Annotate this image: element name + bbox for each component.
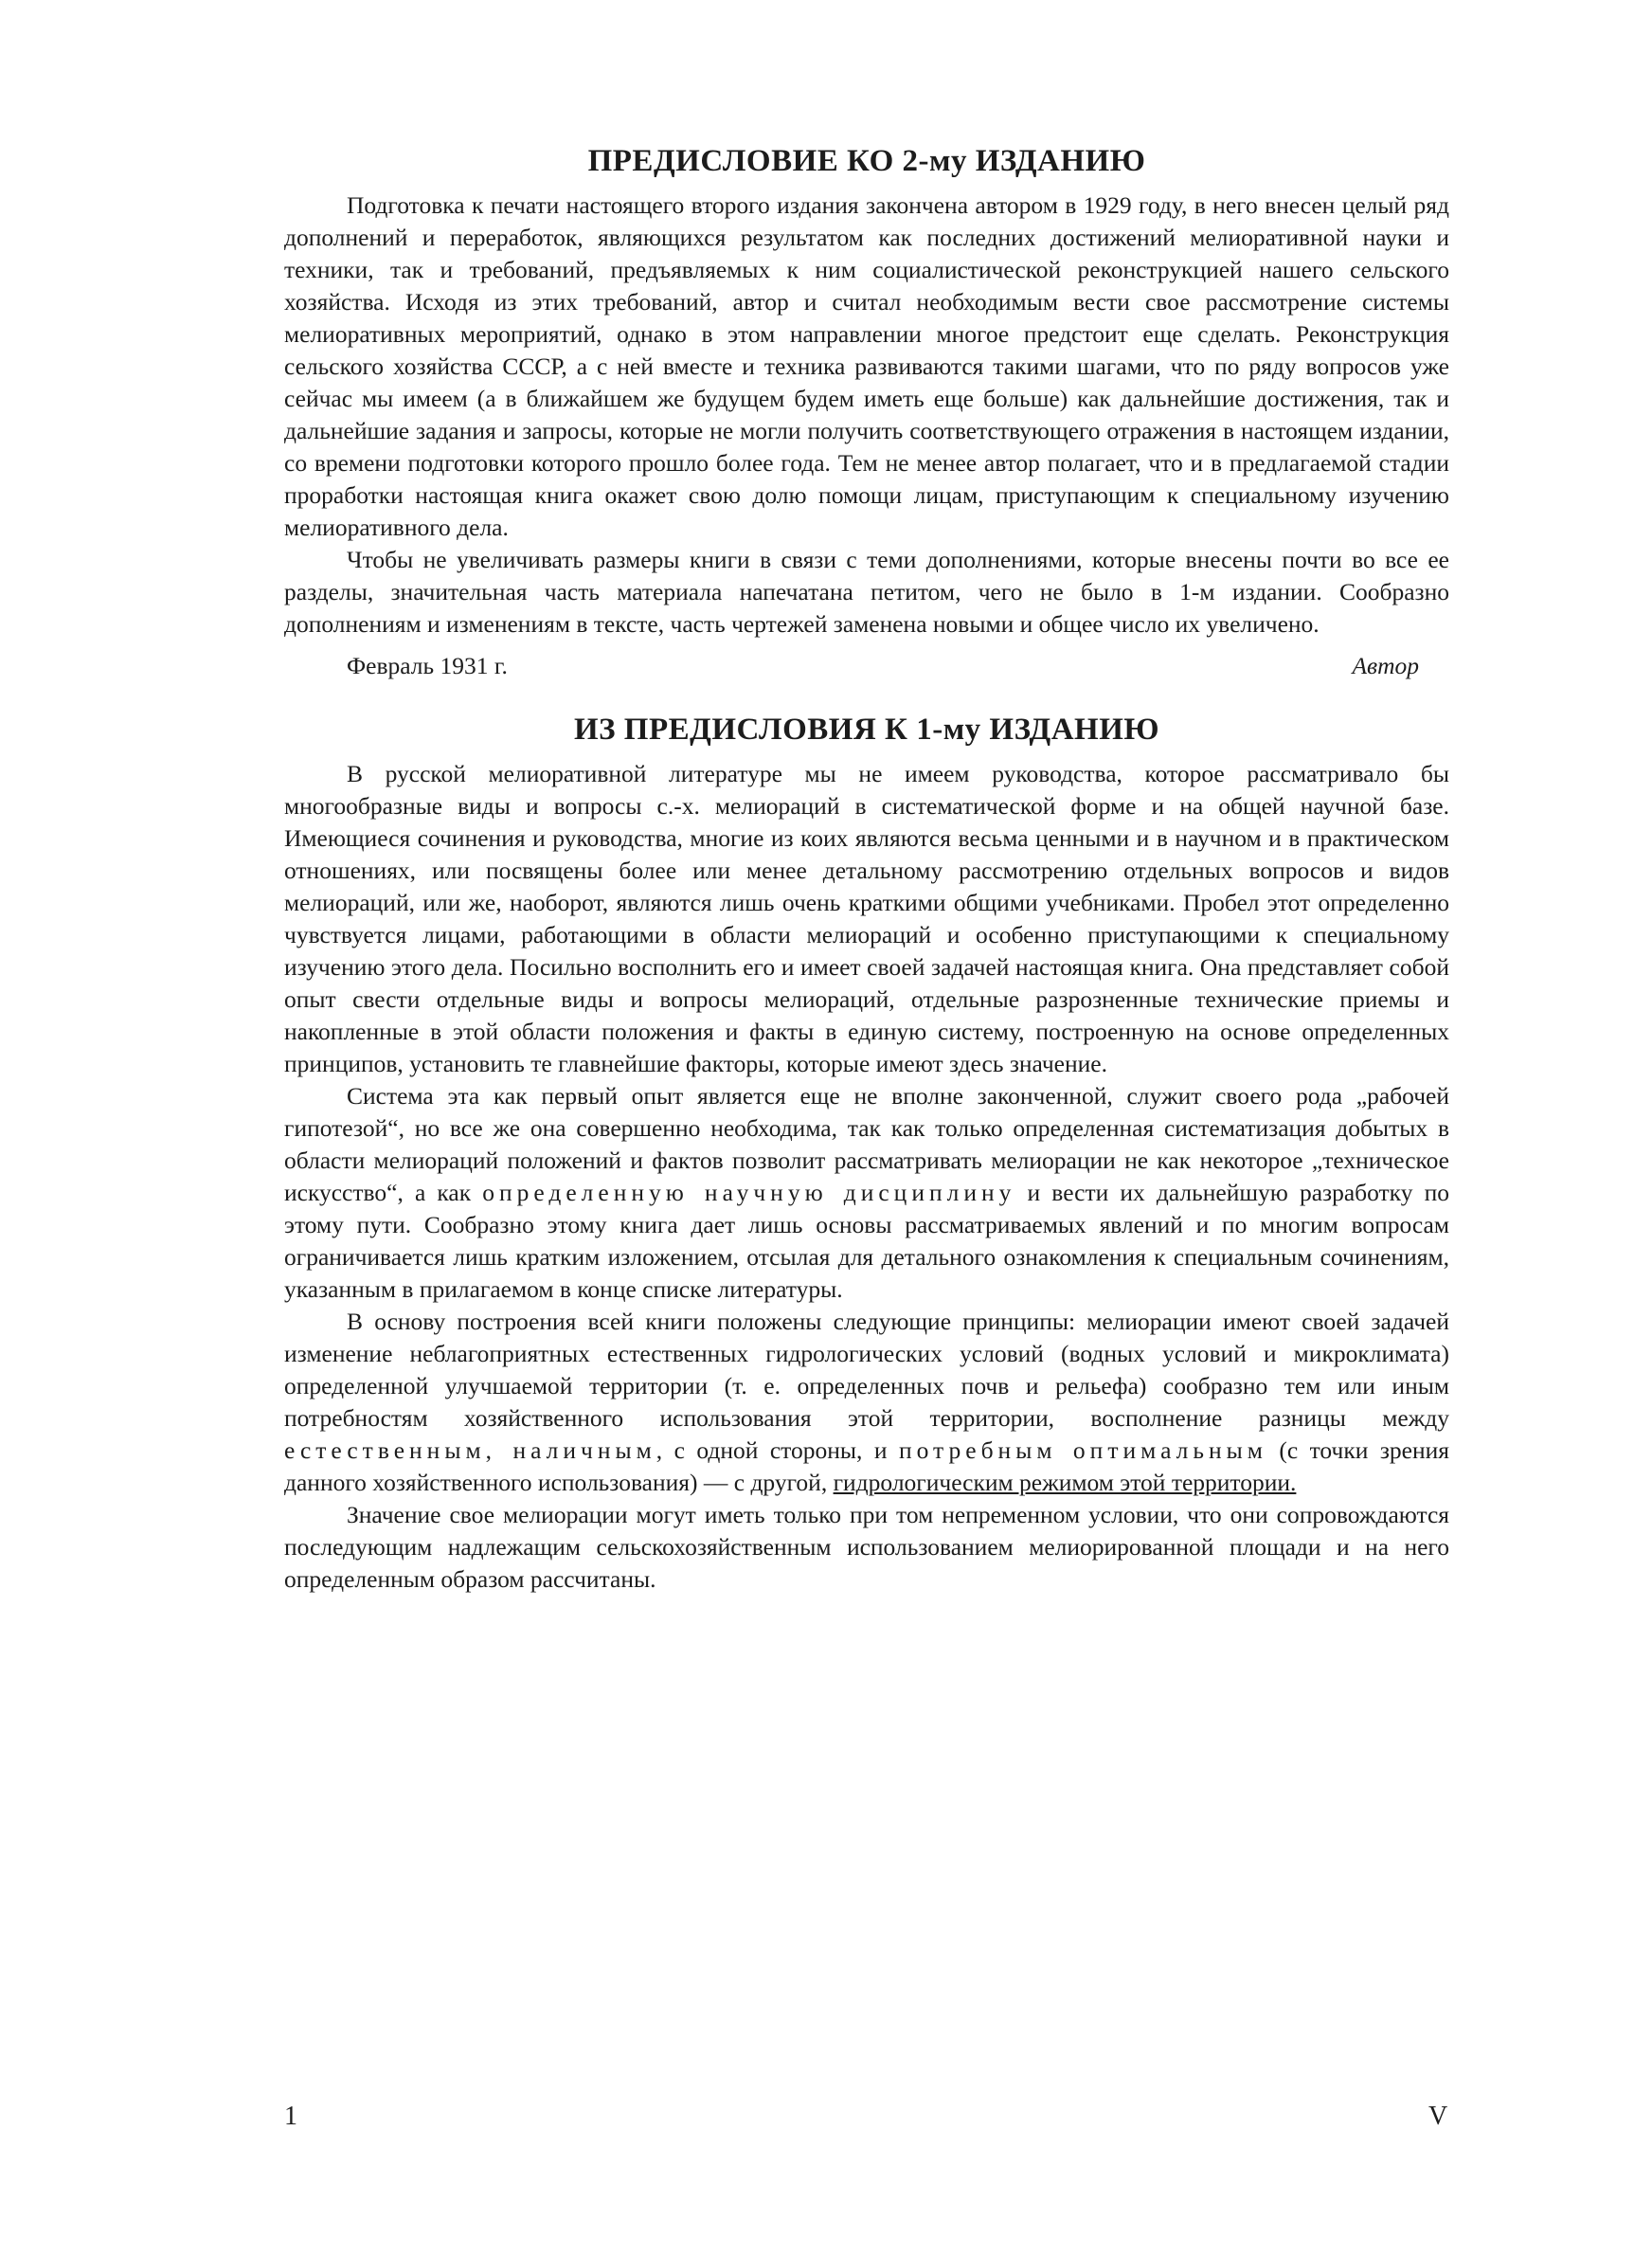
spaced-emphasis: потребным оптимальным — [898, 1436, 1267, 1464]
preface-2nd-paragraph-2: Чтобы не увеличивать размеры книги в связи с теми дополнениями, которые внесены почти во все ее разделы, значительная часть материала напечатана петитом, чего не было в 1-м издании. Сообразно дополнениям и изменениям в тексте, часть чертежей заменена новыми и общее число их увеличено. — [284, 546, 1449, 638]
preface-author: Автор — [1352, 652, 1419, 679]
preface-1st-paragraph-3 — [284, 1306, 1449, 1499]
paragraph-text: (с точки зрения данного хозяйственного использования) — с другой, — [284, 1436, 1450, 1496]
signature-mark: 1 — [284, 2102, 297, 2131]
page-number: V — [1428, 2102, 1448, 2131]
preface-2nd-paragraph-1: Подготовка к печати настоящего второго издания закончена автором в 1929 году, в него внесен целый ряд дополнений и переработок, являющихся результатом как последних достижений мелиоративной науки и техники, так и требований, предъявляемых к ним социалистической реконструкцией нашего сельского хозяйства. Исходя из этих требований, автор и считал необходимым вести свое рассмотрение системы мелиоративных мероприятий, однако в этом направлении многое предстоит еще сделать. Реконструкция сельского хозяйства СССР, а с ней вместе и техника развиваются такими шагами, что по ряду вопросов уже сейчас мы имеем (а в ближайшем же будущем будем иметь еще больше) как дальнейшие достижения, так и дальнейшие задания и запросы, которые не могли получить соответствующего отражения в настоящем издании, со времени подготовки которого прошло более года. Тем не менее автор полагает, что и в предлагаемой стадии проработки настоящая книга окажет свою долю помощи лицам, приступающим к специальному изучению мелиоративного дела. — [284, 191, 1449, 541]
paragraph-text: В основу построения всей книги положены следующие принципы: мелиорации имеют своей задачей изменение неблагоприятных естественных гидрологических условий (водных условий и микроклимата) определенной улучшаемой территории (т. е. определенных почв и рельефа) сообразно тем или иным потребностям хозяйственного использования этой территории, восполнение разницы между — [284, 1308, 1449, 1432]
underlined-phrase: гидрологическим режимом этой территории. — [833, 1469, 1297, 1496]
paragraph-text: и вести их дальнейшую разработку по этому пути. Сообразно этому книга дает лишь основы рассматриваемых явлений и по многим вопросам ограничивается лишь кратким изложением, отсылая для детального ознакомления к специальным сочинениям, указанным в прилагаемом в конце списке литературы. — [284, 1179, 1449, 1303]
spaced-emphasis: определенную научную дисциплину — [482, 1179, 1016, 1206]
preface-1st-paragraph-1: В русской мелиоративной литературе мы не имеем руководства, которое рассматривало бы многообразные виды и вопросы с.-х. мелиораций в систематической форме и на общей научной базе. Имеющиеся сочинения и руководства, многие из коих являются весьма ценными и в научном и в практическом отношениях, или посвящены более или менее детальному рассмотрению отдельных вопросов и видов мелиораций, или же, наоборот, являются лишь очень краткими общими учебниками. Пробел этот определенно чувствуется лицами, работающими в области мелиораций и особенно приступающими к специальному изучению этого дела. Посильно восполнить его и имеет своей задачей настоящая книга. Она представляет собой опыт свести отдельные виды и вопросы мелиораций, отдельные разрозненные технические приемы и накопленные в этой области положения и факты в единую систему, построенную на основе определенных принципов, установить те главнейшие факторы, которые имеют здесь значение. — [284, 760, 1449, 1077]
paragraph-text: Система эта как первый опыт является еще не вполне законченной, служит своего рода „рабочей гипотезой“, но все же она совершенно необходима, так как только определенная систематизация добытых в области мелиораций положений и фактов позволит рассматривать мелиорации не как некоторое „техническое искусство“, а как — [284, 1082, 1449, 1206]
preface-date: Февраль 1931 г. — [347, 652, 508, 679]
preface-1st-paragraph-4: Значение свое мелиорации могут иметь только при том непременном условии, что они сопровождаются последующим надлежащим сельскохозяйственным использованием мелиорированной площади и на него определенным образом рассчитаны. — [284, 1501, 1449, 1593]
preface-1st-edition-heading: ИЗ ПРЕДИСЛОВИЯ К 1-му ИЗДАНИЮ — [573, 713, 1160, 747]
preface-1st-paragraph-2 — [284, 1080, 1449, 1306]
spaced-emphasis: естественным, наличным — [284, 1436, 656, 1464]
paragraph-text: , с одной стороны, и — [655, 1436, 899, 1464]
signature-line — [284, 650, 1449, 682]
page-body — [284, 142, 1449, 1596]
preface-2nd-edition-heading: ПРЕДИСЛОВИЕ КО 2-му ИЗДАНИЮ — [587, 144, 1146, 178]
